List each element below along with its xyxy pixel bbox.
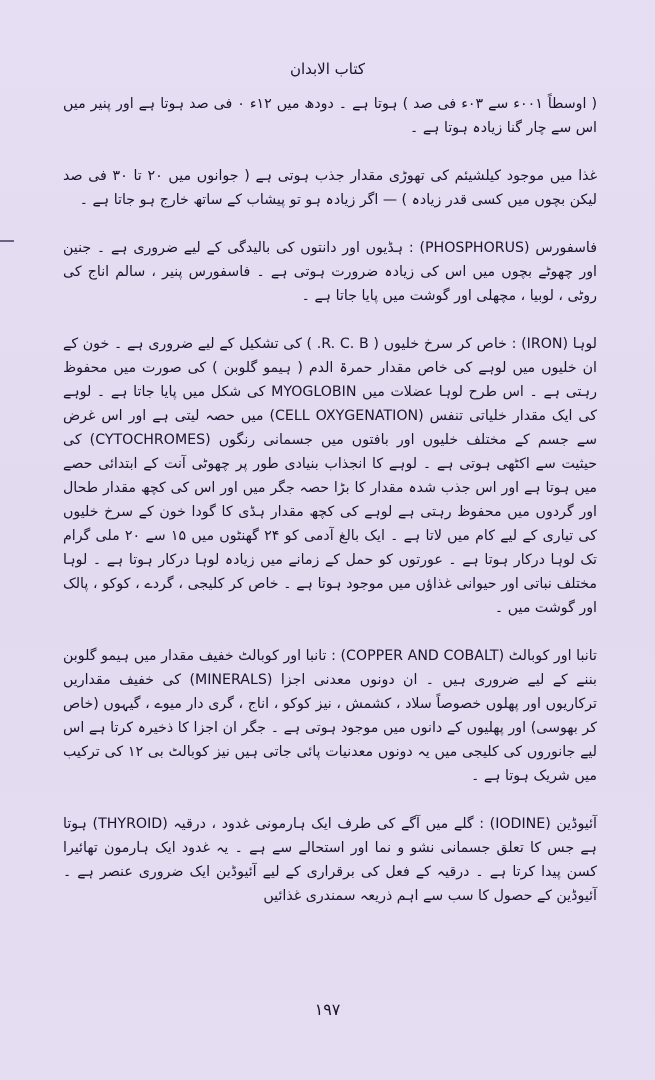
paragraph-iron: لوہا (IRON) : خاص کر سرخ خلیوں ( R. C. B. ) کی تشکیل کے لیے ضروری ہے ۔ خون کے ان خلیوں میں لوہے کی خاص مقدار حمرۃ الدم ( ہیمو گلوبن ) کی صورت میں محفوظ رہتی ہے ۔ اس طرح لوہا عضلات میں MYOGLOBIN کی شکل میں پایا جاتا ہے ۔ لوہے کی ایک مقدار خلیاتی تنفس (CELL OXYGENATION) میں حصہ لیتی ہے اور اس غرض سے جسم کے مختلف خلیوں اور بافتوں میں جسمانی رنگوں (CYTOCHROMES) کی حیثیت سے اکٹھی ہوتی ہے ۔ لوہے کا انجذاب بنیادی طور پر چھوٹی آنت کے ابتدائی حصے میں ہوتا ہے اور اس جذب شدہ مقدار کا بڑا حصہ جگر میں اور اس کی کچھ مقدار طحال اور گردوں میں محفوظ رہتی ہے لوہے کی کچھ مقدار ہڈی کا گودا خون کے سرخ خلیوں کی تیاری کے لیے کام میں لاتا ہے ۔ ایک بالغ آدمی کو ۲۴ گھنٹوں میں ۱۵ سے ۲۰ ملی گرام تک لوہا درکار ہوتا ہے ۔ عورتوں کو حمل کے زمانے میں زیادہ لوہا درکار ہوتا ہے ۔ لوہا مختلف نباتی اور حیوانی غذاؤں میں موجود ہوتا ہے ۔ خاص کر کلیجی ، گردے ، کوکو ، پالک اور گوشت میں ۔ (63, 336, 598, 616)
page-number: ۱۹۷ (314, 1000, 341, 1019)
paragraph-phosphorus: فاسفورس (PHOSPHORUS) : ہڈیوں اور دانتوں کی بالیدگی کے لیے ضروری ہے ۔ جنین اور چھوٹے بچوں میں اس کی زیادہ ضرورت ہوتی ہے ۔ فاسفورس پنیر ، سالم اناج کی روٹی ، لوبیا ، مچھلی اور گوشت میں پایا جاتا ہے ۔ (63, 240, 597, 304)
paragraph-calcium-levels: ( اوسطاً ۰۰۱ء سے ۰۳ء فی صد ) ہوتا ہے ۔ دودھ میں ۱۲ء ۰ فی صد ہوتا ہے اور پنیر میں اس سے چار گنا زیادہ ہوتا ہے ۔ (63, 96, 597, 136)
paragraph-copper-cobalt: تانبا اور کوبالٹ (COPPER AND COBALT) : تانبا اور کوبالٹ خفیف مقدار میں ہیمو گلوبن بننے کے لیے ضروری ہیں ۔ ان دونوں معدنی اجزا (MINERALS) کی خفیف مقداریں ترکاریوں اور پھلوں خصوصاً سلاد ، کشمش ، نیز کوکو ، اناج ، گری دار میوے ، گیہوں (خاص کر بھوسی) اور پھلیوں کے دانوں میں موجود ہوتی ہے ۔ جگر ان اجزا کا ذخیرہ کرتا ہے اس لیے جانوروں کی کلیجی میں یہ دونوں معدنیات پائی جاتی ہیں نیز کوبالٹ بی ۱۲ کی ترکیب میں شریک ہوتا ہے ۔ (63, 648, 597, 784)
page-body (63, 92, 597, 926)
paragraph-iodine: آئیوڈین (IODINE) : گلے میں آگے کی طرف ایک ہارمونی غدود ، درقیہ (THYROID) ہوتا ہے جس کا تعلق جسمانی نشو و نما اور استحالے سے ہے ۔ یہ غدود ایک ہارمون تھائیرا کسن پیدا کرتا ہے ۔ درقیہ کے فعل کی برقراری کے لیے آئیوڈین ایک ضروری عنصر ہے ۔ آئیوڈین کے حصول کا سب سے اہم ذریعہ سمندری غذائیں (63, 816, 597, 904)
paragraph-calcium-absorption: غذا میں موجود کیلشیئم کی تھوڑی مقدار جذب ہوتی ہے ( جوانوں میں ۲۰ تا ۳۰ فی صد لیکن بچوں میں کسی قدر زیادہ ) — اگر زیادہ ہو تو پیشاب کے ساتھ خارج ہو جاتا ہے ۔ (63, 168, 598, 208)
margin-mark (0, 240, 14, 242)
running-header: کتاب الابدان (289, 60, 366, 78)
